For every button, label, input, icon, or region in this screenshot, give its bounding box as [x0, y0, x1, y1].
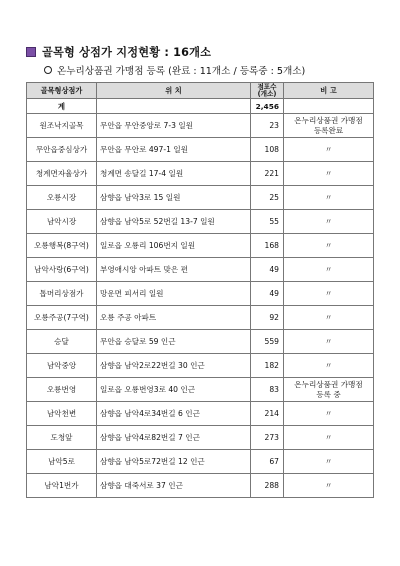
- row-name: 무안읍중심상가: [27, 138, 97, 162]
- table-row: [27, 354, 374, 378]
- table-row: [27, 306, 374, 330]
- row-name: 오룡행복(8구역): [27, 234, 97, 258]
- row-note: 〃: [284, 450, 374, 474]
- row-name: 오룡시장: [27, 186, 97, 210]
- row-location: 부영애시앙 아파트 맞은 편: [97, 258, 251, 282]
- row-name: 남악1번가: [27, 474, 97, 498]
- row-note: 〃: [284, 474, 374, 498]
- row-location: 삼향읍 남악2로22번길 30 인근: [97, 354, 251, 378]
- row-count: 83: [251, 378, 284, 402]
- table-row: [27, 378, 374, 402]
- row-note: 온누리상품권 가맹점 등록 중: [284, 378, 374, 402]
- table-row: [27, 402, 374, 426]
- row-count: 273: [251, 426, 284, 450]
- table-row: [27, 114, 374, 138]
- row-note: 〃: [284, 306, 374, 330]
- circle-bullet-icon: [44, 66, 52, 74]
- row-location: 삼향읍 남악4로34번길 6 인근: [97, 402, 251, 426]
- table-row: [27, 258, 374, 282]
- row-location: 오룡 주공 아파트: [97, 306, 251, 330]
- table-row: [27, 474, 374, 498]
- row-note: 〃: [284, 186, 374, 210]
- row-note: 〃: [284, 138, 374, 162]
- row-location: 망운면 피서리 일원: [97, 282, 251, 306]
- row-count: 23: [251, 114, 284, 138]
- row-name: 오룡주공(7구역): [27, 306, 97, 330]
- row-location: 일로읍 오룡리 106번지 일원: [97, 234, 251, 258]
- row-location: 삼향읍 남악5로 52번길 13-7 일원: [97, 210, 251, 234]
- header-count-text: 점포수 (개소): [257, 82, 277, 98]
- page-subtitle: [44, 63, 305, 77]
- table-row: [27, 330, 374, 354]
- total-row: [27, 99, 374, 114]
- table-row: [27, 234, 374, 258]
- row-count: 108: [251, 138, 284, 162]
- total-location: [97, 99, 251, 114]
- total-label: 계: [27, 99, 97, 114]
- row-count: 221: [251, 162, 284, 186]
- row-count: 168: [251, 234, 284, 258]
- row-name: 남악천변: [27, 402, 97, 426]
- header-name: 골목형상점가: [27, 83, 97, 99]
- page-title: [26, 44, 211, 60]
- header-count: [251, 83, 284, 99]
- row-name: 승달: [27, 330, 97, 354]
- row-name: 남악중앙: [27, 354, 97, 378]
- row-count: 55: [251, 210, 284, 234]
- row-location: 청계면 송달길 17-4 일원: [97, 162, 251, 186]
- row-name: 남악5로: [27, 450, 97, 474]
- table-row: [27, 426, 374, 450]
- row-count: 214: [251, 402, 284, 426]
- row-location: 삼향읍 남악3로 15 일원: [97, 186, 251, 210]
- row-count: 49: [251, 282, 284, 306]
- row-count: 182: [251, 354, 284, 378]
- row-note: 〃: [284, 354, 374, 378]
- row-location: 삼향읍 대죽서로 37 인근: [97, 474, 251, 498]
- row-note: 〃: [284, 258, 374, 282]
- total-count: 2,456: [251, 99, 284, 114]
- row-count: 288: [251, 474, 284, 498]
- table-row: [27, 138, 374, 162]
- table-row: [27, 450, 374, 474]
- row-note: 〃: [284, 402, 374, 426]
- row-location: 무안읍 무안로 497-1 일원: [97, 138, 251, 162]
- row-name: 톱머리상점가: [27, 282, 97, 306]
- table-row: [27, 282, 374, 306]
- row-location: 무안읍 승달로 59 인근: [97, 330, 251, 354]
- table-row: [27, 162, 374, 186]
- row-location: 삼향읍 남악4로82번길 7 인근: [97, 426, 251, 450]
- header-note: 비 고: [284, 83, 374, 99]
- total-note: [284, 99, 374, 114]
- shop-district-table: [26, 82, 374, 498]
- table-row: [27, 186, 374, 210]
- page-subtitle-text: 온누리상품권 가맹점 등록 (완료 : 11개소 / 등록중 : 5개소): [57, 66, 306, 77]
- row-count: 25: [251, 186, 284, 210]
- row-location: 무안읍 무안중앙로 7-3 일원: [97, 114, 251, 138]
- table-row: [27, 210, 374, 234]
- row-note: 〃: [284, 210, 374, 234]
- page-title-text: 골목형 상점가 지정현황 : 16개소: [42, 46, 212, 59]
- row-count: 92: [251, 306, 284, 330]
- table-header-row: [27, 83, 374, 99]
- row-note: 〃: [284, 330, 374, 354]
- row-note: 〃: [284, 282, 374, 306]
- row-count: 559: [251, 330, 284, 354]
- row-location: 일로읍 오룡번영3로 40 인근: [97, 378, 251, 402]
- row-name: 남악시장: [27, 210, 97, 234]
- row-note: 〃: [284, 162, 374, 186]
- row-name: 남악사랑(6구역): [27, 258, 97, 282]
- purple-square-bullet-icon: [26, 47, 36, 57]
- row-count: 49: [251, 258, 284, 282]
- row-name: 도청앞: [27, 426, 97, 450]
- row-location: 삼향읍 남악5로72번길 12 인근: [97, 450, 251, 474]
- row-note: 〃: [284, 234, 374, 258]
- row-name: 청계면자율상가: [27, 162, 97, 186]
- row-name: 오룡번영: [27, 378, 97, 402]
- row-name: 원조낙지골목: [27, 114, 97, 138]
- row-note: 온누리상품권 가맹점 등록완료: [284, 114, 374, 138]
- header-location: 위 치: [97, 83, 251, 99]
- row-note: 〃: [284, 426, 374, 450]
- row-count: 67: [251, 450, 284, 474]
